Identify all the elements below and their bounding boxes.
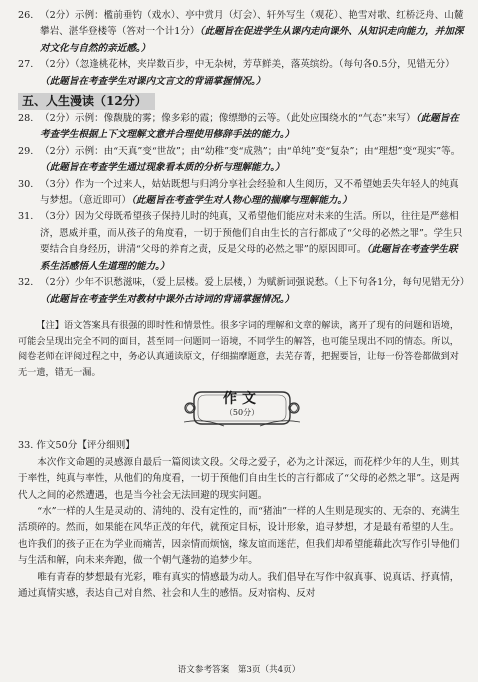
grading-note: 【注】语文答案具有很强的即时性和情景性。很多字词的理解和文章的解读，离开了现有的问题和语境，可能会呈现出完全不同的面目，甚至同一问题同一语境，不同学生的解答，也可能呈现出不同的情态。所以，阅卷老师在评阅过程之中，务必认真通读原文，仔细揣摩题意，去芜存菁，把握要旨，让每一份答卷都做到对无一遗，错无一漏。 xyxy=(18,319,460,378)
answer-31 xyxy=(18,209,466,275)
answer-text: （3分）作为一个过来人，姑姑既想与归鸿分享社会经验和人生阅历，又不希望她丢失年轻人的纯真与梦想。（意近即可） xyxy=(40,178,459,207)
answer-text: （2分）少年不识愁滋味，（爱上层楼。爱上层楼，）为赋新词强说愁。（上下句各1分，每句见错无分） xyxy=(40,277,470,289)
question-number: 30. xyxy=(18,178,34,190)
answer-rationale: （此题旨在考查学生对课内文言文的背诵掌握情况。） xyxy=(40,75,266,87)
question-number: 33. xyxy=(18,440,34,452)
answer-text: （2分）示例：像馥胧的雾；像多彩的霞；像缥缈的云等。（此处应围绕水的“气态”来写） xyxy=(40,113,416,125)
essay-badge-title: 作文 xyxy=(223,391,261,408)
page-content xyxy=(18,8,470,602)
essay-heading xyxy=(18,438,466,454)
essay-section xyxy=(18,438,466,602)
section-heading: 五、人生漫读（12分） xyxy=(18,93,155,110)
answer-text: （2分）（忽逢桃花林，夹岸数百步，中无杂树，芳草鲜美，落英缤纷。（每句各0.5分，见错无分） xyxy=(40,59,455,71)
answer-text: （2分）示例：檻前垂钓（戏水）、亭中赏月（灯会）、轩外写生（观花）、艳雪对歌、红桥泛舟、山麓攀岩、湛华登楼等（答对一个计1分） xyxy=(40,10,464,38)
answer-27 xyxy=(18,57,466,90)
question-number: 27. xyxy=(18,59,34,71)
answer-rationale: （此题旨在考查学生根据上下文理解文意并合理使用修辞手法的能力。） xyxy=(40,113,459,141)
essay-badge-score: （50分） xyxy=(224,408,260,418)
essay-paragraph-2: “水”一样的人生是灵动的、清纯的、没有定性的，而“猪油”一样的人生则是现实的、无奈的、充满生活琐碎的。然而，如果能在风华正茂的年代，就预定目标，设计形象，追寻梦想，才是最有希望的人生。也许我们的孩子正在为学业而痛苦，因亲情而烦恼，缘友谊而迷茫，但我们却希望能藉此次写作引导他们与生活和解，向未来奔跑，做一个朝气蓬勃的追梦少年。 xyxy=(18,505,460,567)
question-number: 29. xyxy=(18,145,34,157)
essay-badge-row xyxy=(18,380,466,438)
answer-rationale: （此题旨在考查学生对教材中课外古诗词的背诵掌握情况。） xyxy=(40,293,295,305)
answer-text: （2分）示例：由“天真”变“世故”；由“幼稚”变“成熟”；由“单纯”变“复杂”；由“理想”变“现实”等。 xyxy=(40,145,461,157)
answer-32 xyxy=(18,275,470,308)
answer-30 xyxy=(18,177,466,210)
essay-paragraph-1: 本次作文命题的灵感源自最后一篇阅读文段。父母之爱子，必为之计深远，而花样少年的人生，则其于率性，纯真与率性，从他们的角度看，一切于预他们自由生长的言行都成了“父母的必然之罪”。这是两代人之间的必然遭遇，也是当今社会无法回避的现实问题。 xyxy=(18,456,460,501)
page-footer: 语文参考答案 第3页（共4页） xyxy=(177,665,301,675)
section-heading-wrap xyxy=(18,90,466,111)
question-number: 26. xyxy=(18,10,34,21)
essay-heading-text: 作文50分【评分细则】 xyxy=(36,440,135,452)
answer-29 xyxy=(18,144,466,177)
essay-badge xyxy=(184,388,300,428)
answer-rationale: （此题旨在考查学生通过现象看本质的分析与理解能力。） xyxy=(40,162,285,174)
answer-text: （3分）因为父母既希望孩子保持儿时的纯真，又希望他们能应对未来的生活。所以，往往是严慈相济，恩威并重，而从孩子的角度看，一切于预他们自由生长的言行都成了“父母的必然之罪”。学生只要结合自身经历，讲清“父母的养育之责，反是父母的必然之罪”的原因即可。 xyxy=(40,211,463,256)
question-number: 31. xyxy=(18,211,34,223)
question-number: 28. xyxy=(18,113,34,125)
answer-26 xyxy=(18,8,466,57)
answer-rationale: （此题旨在促进学生从课内走向课外、从知识走向能力，并加深对文化与自然的亲近感。） xyxy=(40,26,464,54)
answer-rationale: （此题旨在考查学生联系生活感悟人生道理的能力。） xyxy=(40,244,458,272)
essay-paragraph-3: 唯有青春的梦想最有光彩，唯有真实的情感最为动人。我们倡导在写作中叙真事、说真话、抒真情，通过真情实感，表达自己对自然、社会和人生的感悟。反对宿构、反对 xyxy=(18,571,460,599)
answer-rationale: （此题旨在考查学生对人物心理的揣摩与理解能力。） xyxy=(131,195,352,207)
answer-28 xyxy=(18,111,466,144)
question-number: 32. xyxy=(18,277,34,289)
